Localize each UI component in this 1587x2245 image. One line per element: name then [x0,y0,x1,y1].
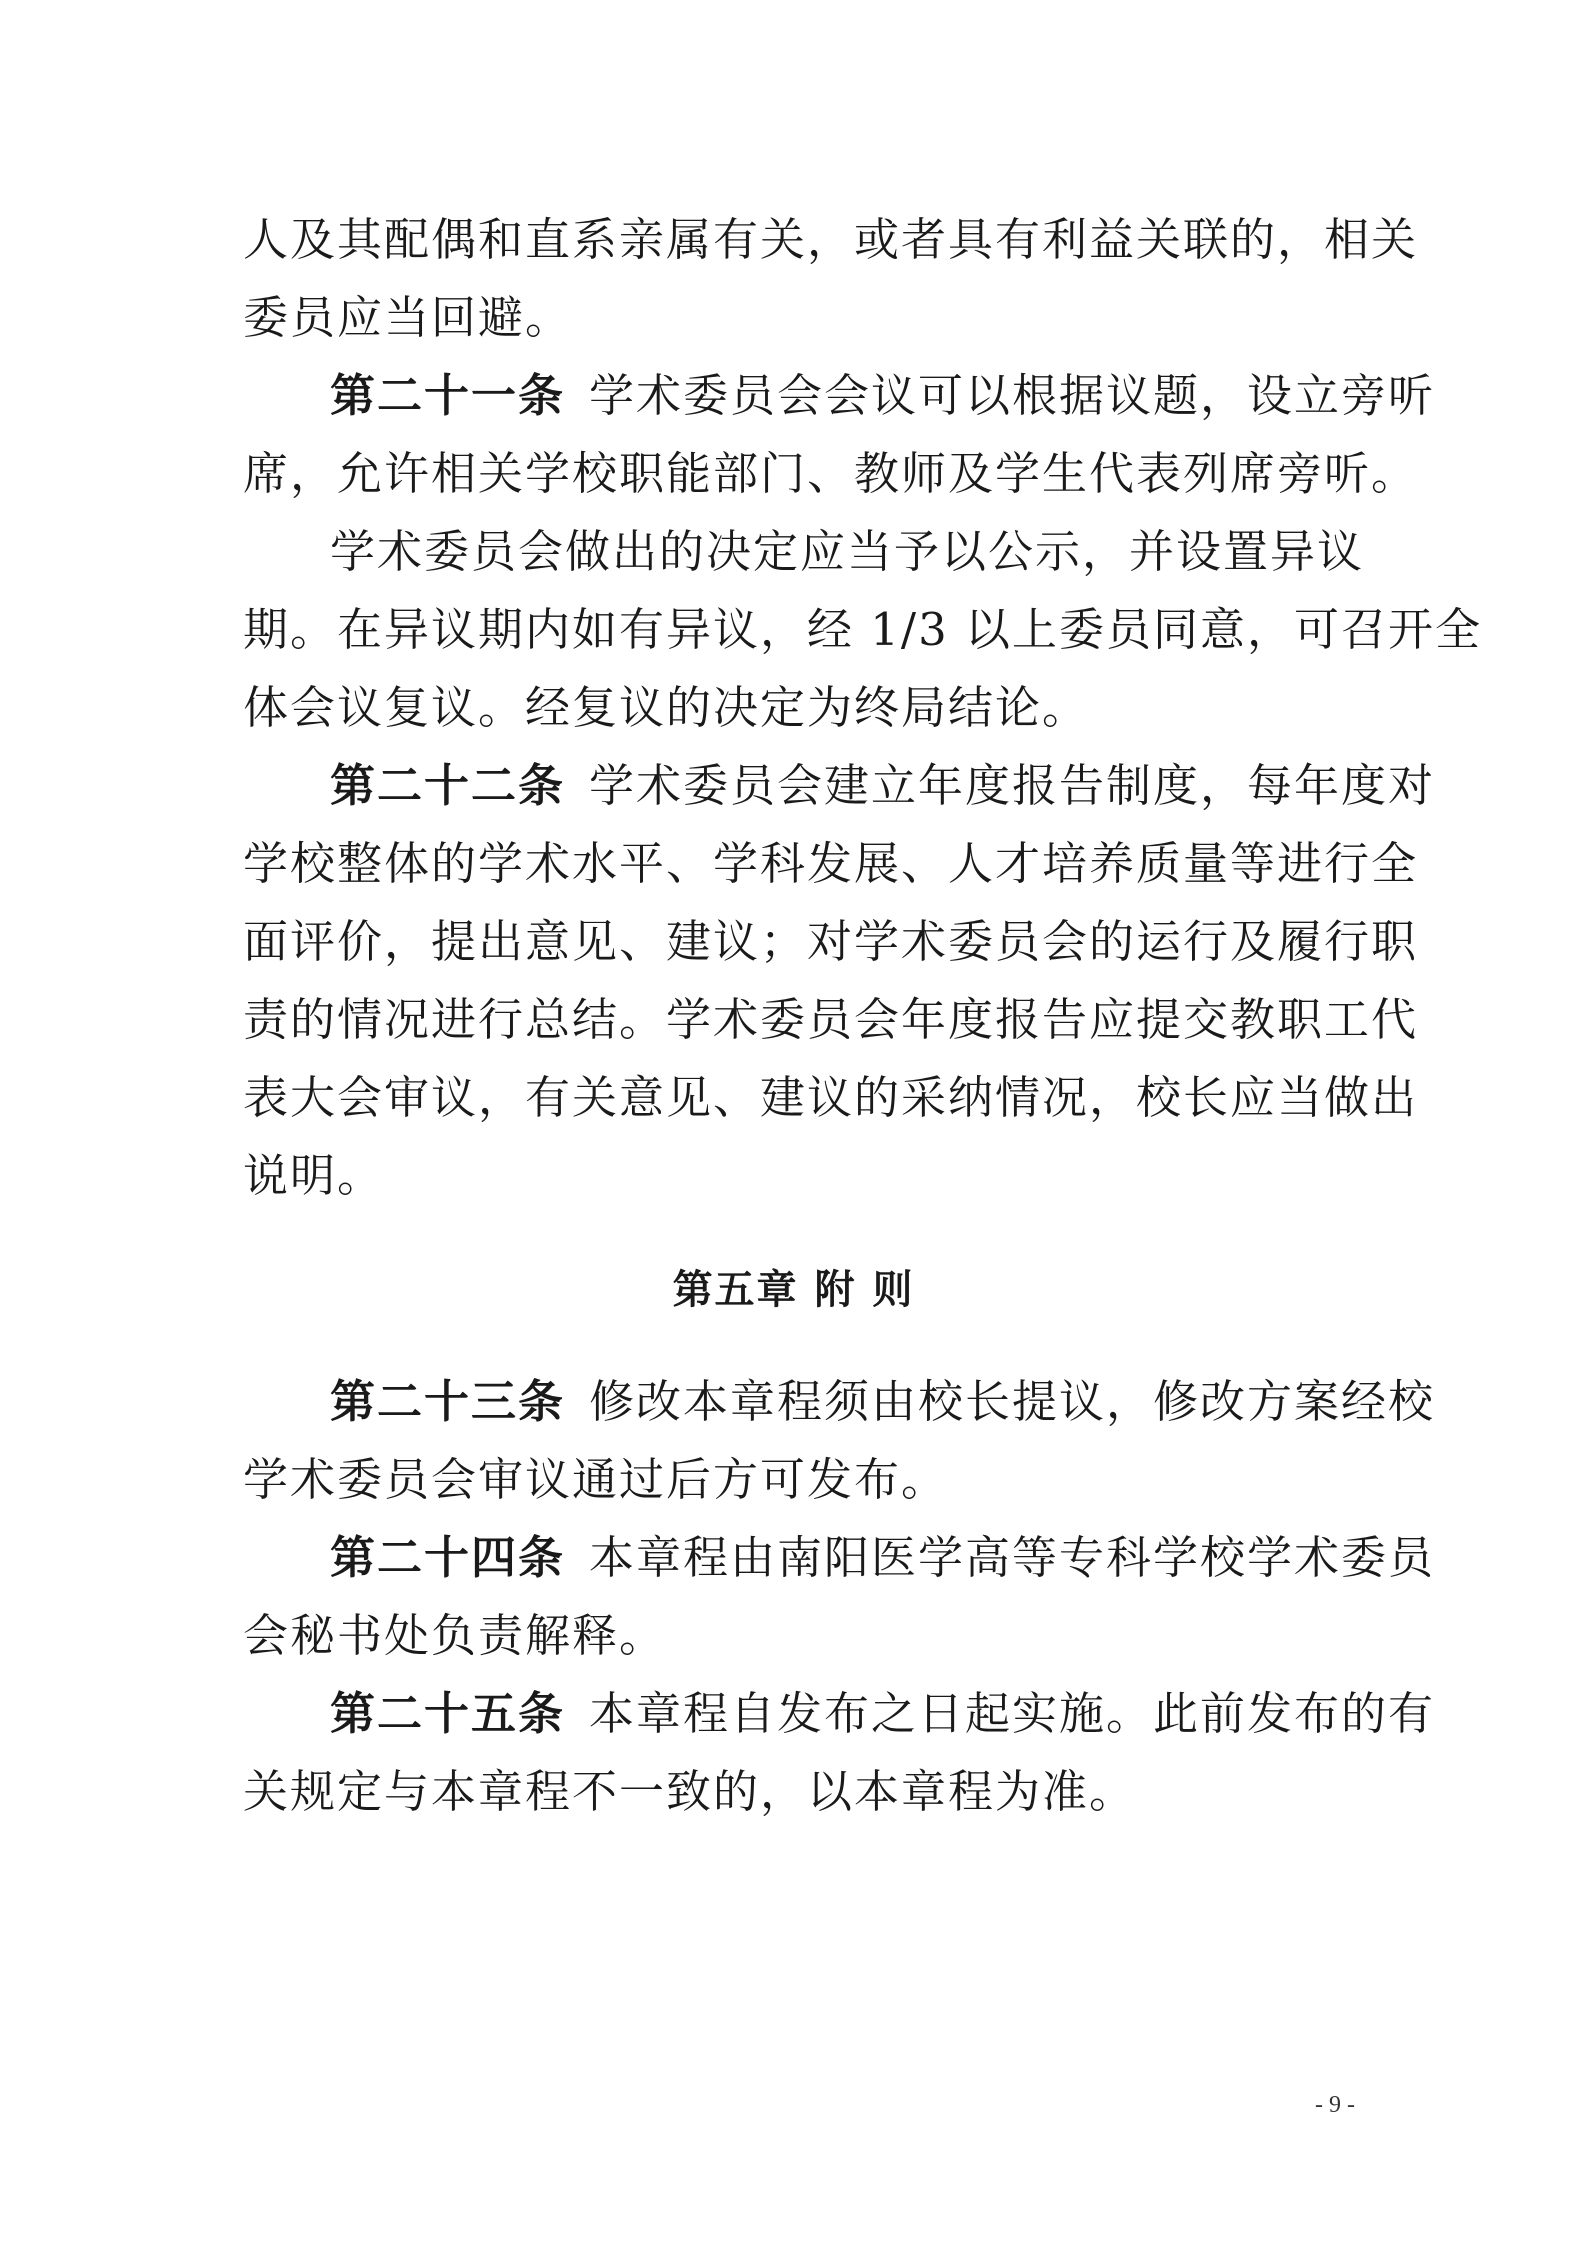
text-line: 学校整体的学术水平、学科发展、人才培养质量等进行全 [243,837,1419,890]
text-line: 说明。 [243,1149,385,1202]
article-text: 学术委员会会议可以根据议题，设立旁听 [589,369,1436,422]
article-text: 学术委员会建立年度报告制度，每年度对 [589,759,1436,812]
article-number: 第二十五条 [330,1687,566,1740]
text-line: 学术委员会审议通过后方可发布。 [243,1453,949,1506]
text-line: 表大会审议，有关意见、建议的采纳情况，校长应当做出 [243,1071,1419,1124]
text-line: 期。在异议期内如有异议，经 1/3 以上委员同意，可召开全 [243,603,1483,656]
text-line: 学术委员会做出的决定应当予以公示，并设置异议 [330,525,1365,578]
article-22 [330,756,1435,816]
article-23 [330,1372,1435,1432]
text-line: 面评价，提出意见、建议；对学术委员会的运行及履行职 [243,915,1419,968]
article-number: 第二十一条 [330,369,566,422]
chapter-title: 第五章 附 则 [672,1267,915,1313]
text-line: 会秘书处负责解释。 [243,1609,667,1662]
text-line: 责的情况进行总结。学术委员会年度报告应提交教职工代 [243,993,1419,1046]
page-number: - 9 - [1315,2092,1355,2118]
article-number: 第二十三条 [330,1375,566,1428]
article-text: 本章程自发布之日起实施。此前发布的有 [589,1687,1436,1740]
text-line: 人及其配偶和直系亲属有关，或者具有利益关联的，相关 [243,213,1419,266]
text-line: 委员应当回避。 [243,291,573,344]
article-25 [330,1684,1435,1744]
article-21 [330,366,1435,426]
article-number: 第二十四条 [330,1531,566,1584]
article-number: 第二十二条 [330,759,566,812]
article-text: 修改本章程须由校长提议，修改方案经校 [589,1375,1436,1428]
text-line: 关规定与本章程不一致的，以本章程为准。 [243,1765,1137,1818]
article-text: 本章程由南阳医学高等专科学校学术委员 [589,1531,1436,1584]
article-24 [330,1528,1435,1588]
text-line: 席，允许相关学校职能部门、教师及学生代表列席旁听。 [243,447,1419,500]
text-line: 体会议复议。经复议的决定为终局结论。 [243,681,1090,734]
